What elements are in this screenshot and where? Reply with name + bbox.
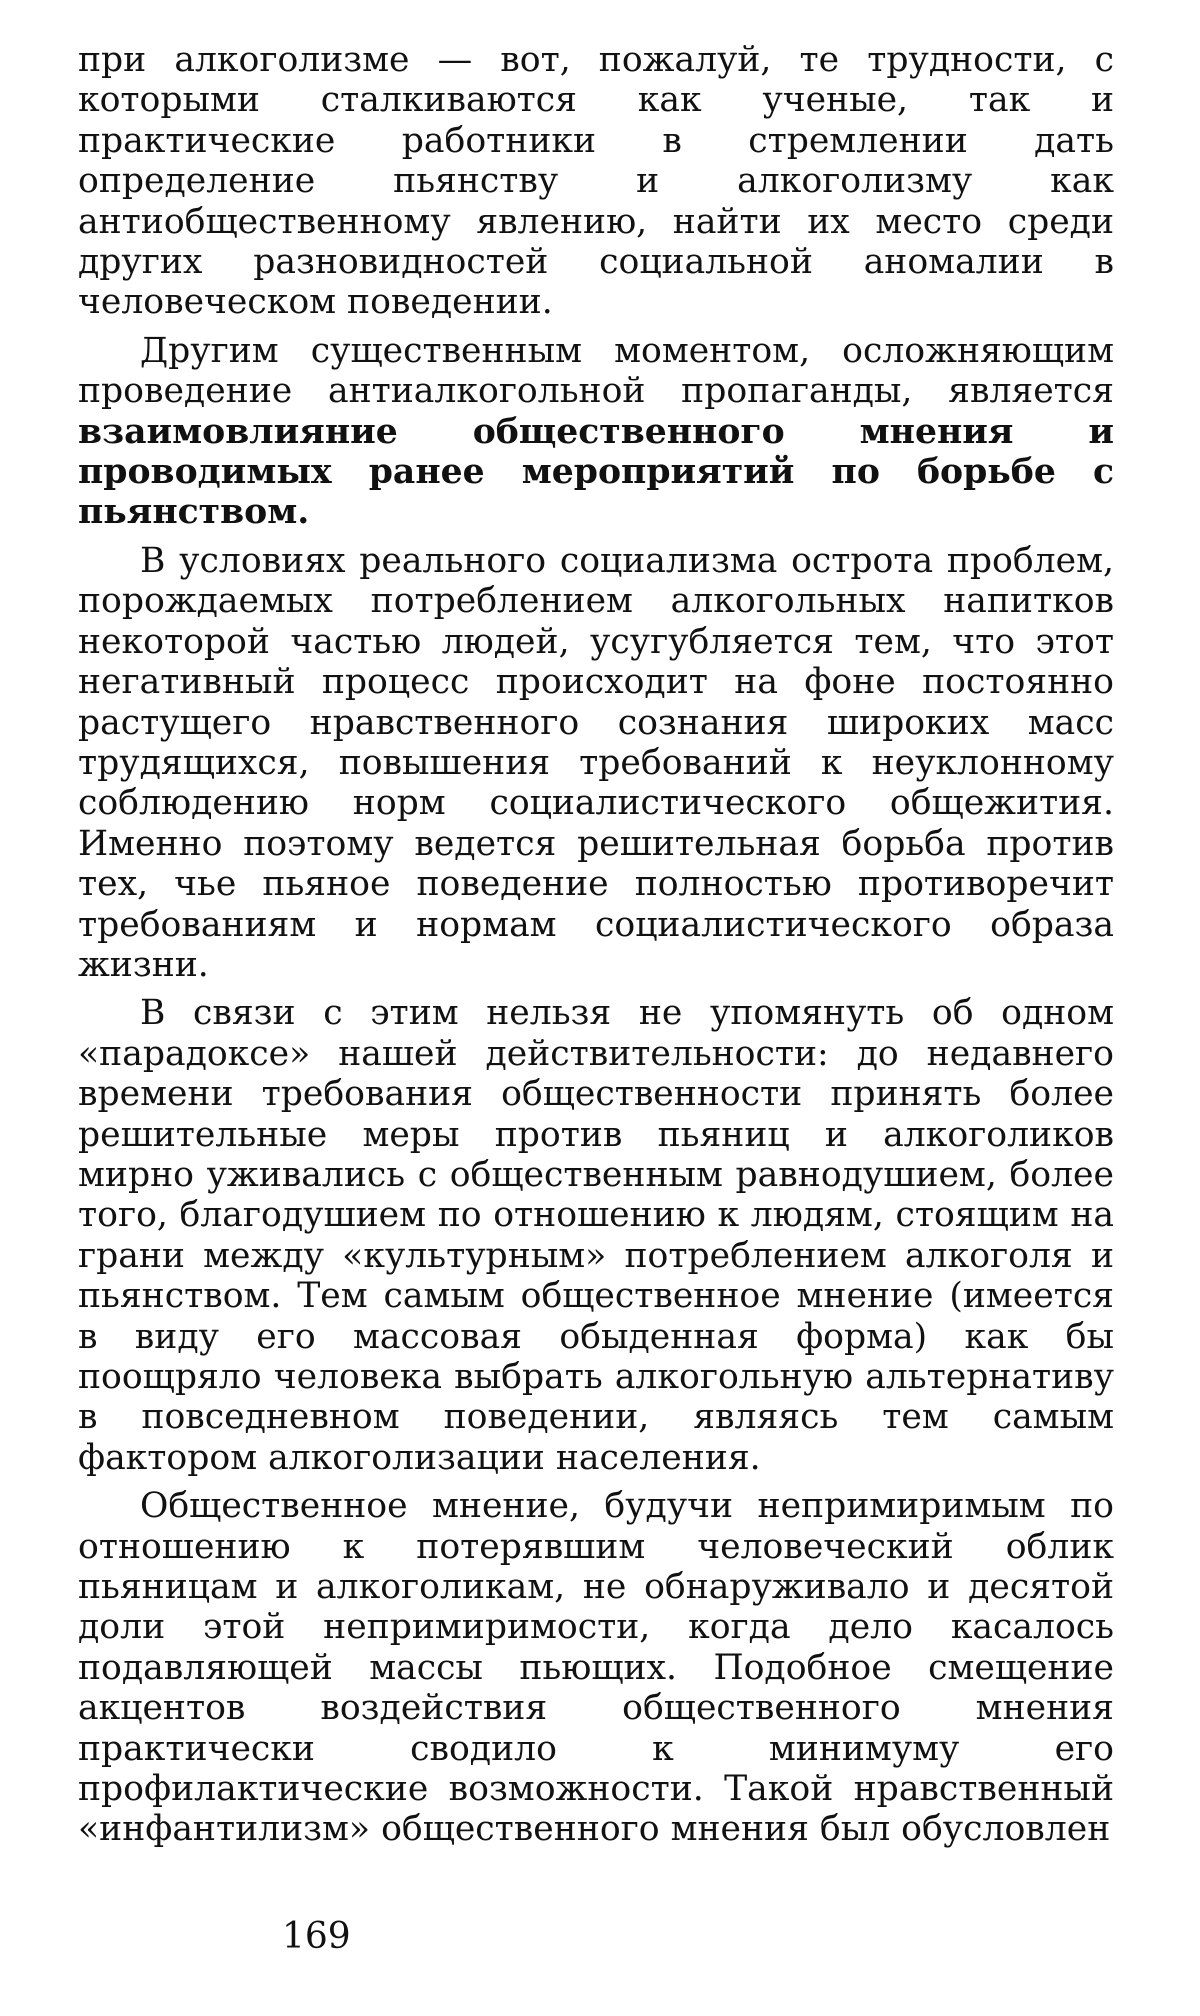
paragraph-5: Общественное мнение, будучи непримиримым по отношению к потерявшим человеческий облик пьяницам и алкоголикам, не обнаруживало и десятой доли этой непримиримости, когда дело касалось подавляющей массы пьющих. Подобное смещение акцентов воздействия общественного мнения практически сводило к минимуму его профилактические возможности. Такой нравственный «инфантилизм» общественного мнения был обусловлен bbox=[78, 1486, 1114, 1850]
paragraph-4: В связи с этим нельзя не упомянуть об одном «парадоксе» нашей действительности: до недавнего времени требования общественности принять более решительные меры против пьяниц и алкоголиков мирно уживались с общественным равнодушием, более того, благодушием по отношению к людям, стоящим на грани между «культурным» потреблением алкоголя и пьянством. Тем самым общественное мнение (имеется в виду его массовая обыденная форма) как бы поощряло человека выбрать алкогольную альтернативу в повседневном поведении, являясь тем самым фактором алкоголизации населения. bbox=[78, 993, 1114, 1478]
paragraph-2-bold-text: взаимовлияние общественного мнения и проводимых ранее мероприятий по борьбе с пьянством. bbox=[78, 411, 1114, 533]
paragraph-2 bbox=[78, 331, 1114, 533]
paragraph-1: при алкоголизме — вот, пожалуй, те трудности, с которыми сталкиваются как ученые, так и практические работники в стремлении дать определение пьянству и алкоголизму как антиобщественному явлению, найти их место среди других разновидностей социальной аномалии в человеческом поведении. bbox=[78, 40, 1114, 323]
document-page bbox=[78, 40, 1114, 1858]
page-number: 169 bbox=[282, 1916, 351, 1957]
paragraph-2-text: Другим существенным моментом, осложняющим проведение антиалкогольной пропаганды, является bbox=[78, 330, 1114, 412]
paragraph-3: В условиях реального социализма острота проблем, порождаемых потреблением алкогольных напитков некоторой частью людей, усугубляется тем, что этот негативный процесс происходит на фоне постоянно растущего нравственного сознания широких масс трудящихся, повышения требований к неуклонному соблюдению норм социалистического общежития. Именно поэтому ведется решительная борьба против тех, чье пьяное поведение полностью противоречит требованиям и нормам социалистического образа жизни. bbox=[78, 540, 1114, 985]
